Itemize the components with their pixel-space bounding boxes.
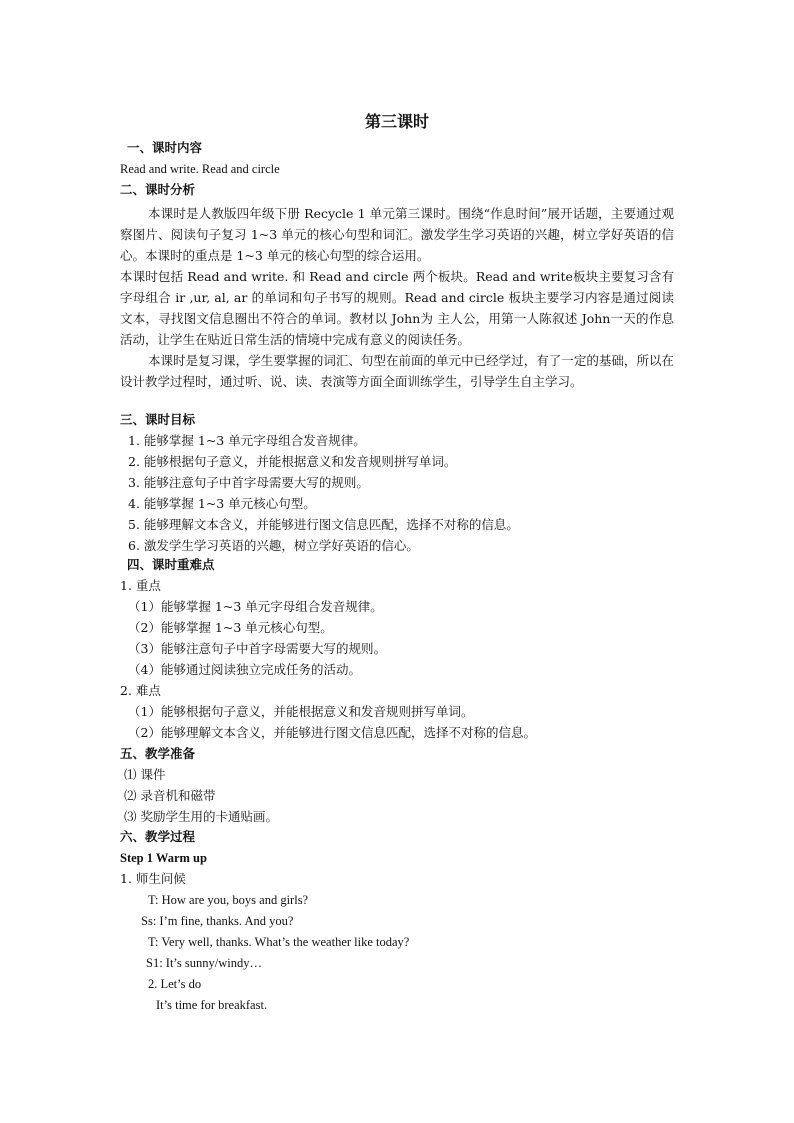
- key-point-item: （3）能够注意句子中首字母需要大写的规则。: [128, 641, 386, 656]
- section-heading-analysis: 二、课时分析: [120, 182, 196, 197]
- objective-item: 1. 能够掌握 1~3 单元字母组合发音规律。: [128, 433, 366, 448]
- key-point-item: （1）能够掌握 1~3 单元字母组合发音规律。: [128, 599, 383, 614]
- section-heading-preparation: 五、教学准备: [120, 746, 196, 761]
- objective-item: 2. 能够根据句子意义，并能根据意义和发音规则拼写单词。: [128, 454, 457, 469]
- section-heading-process: 六、教学过程: [120, 829, 196, 844]
- section-content-text: Read and write. Read and circle: [120, 162, 280, 176]
- analysis-paragraph-2: 本课时包括 Read and write. 和 Read and circle 两个板块。Read and write板块主要复习含有字母组合 ir ,ur, al, ar 的单词和句子书写的规则。Read and circle 板块主要学习内容是通过阅读文本，寻找图文信息圈出不符合的单词。教材以 John为 主人公，用第一人陈叙述 John一天的作息活动，让学生在贴近日常生活的情境中完成有意义的阅读任务。: [120, 269, 674, 347]
- difficulty-item: （2）能够理解文本含义，并能够进行图文信息匹配，选择不对称的信息。: [128, 725, 536, 740]
- key-points-subheading: 1. 重点: [120, 578, 161, 593]
- step-1-heading: Step 1 Warm up: [120, 851, 207, 865]
- dialogue-line: T: How are you, boys and girls?: [148, 893, 309, 907]
- section-heading-key-points: 四、课时重难点: [127, 557, 215, 572]
- objective-item: 5. 能够理解文本含义，并能够进行图文信息匹配，选择不对称的信息。: [128, 517, 519, 532]
- dialogue-line: T: Very well, thanks. What’s the weather like today?: [148, 935, 410, 949]
- section-heading-content: 一、课时内容: [127, 140, 203, 155]
- objective-item: 6. 激发学生学习英语的兴趣，树立学好英语的信心。: [128, 538, 419, 553]
- dialogue-line: It’s time for breakfast.: [156, 998, 268, 1012]
- key-point-item: （2）能够掌握 1~3 单元核心句型。: [128, 620, 333, 635]
- difficulties-subheading: 2. 难点: [120, 683, 161, 698]
- objective-item: 3. 能够注意句子中首字母需要大写的规则。: [128, 475, 369, 490]
- difficulty-item: （1）能够根据句子意义，并能根据意义和发音规则拼写单词。: [128, 704, 474, 719]
- step-1-subheading: 1. 师生问候: [120, 871, 186, 886]
- objective-item: 4. 能够掌握 1~3 单元核心句型。: [128, 496, 316, 511]
- preparation-item: ⑶ 奖励学生用的卡通贴画。: [124, 809, 278, 824]
- preparation-item: ⑵ 录音机和磁带: [124, 788, 216, 803]
- lets-do-item: 2. Let’s do: [148, 977, 202, 991]
- page-title: 第三课时: [364, 112, 429, 131]
- dialogue-line: S1: It’s sunny/windy…: [146, 956, 262, 970]
- analysis-paragraph-1: 本课时是人教版四年级下册 Recycle 1 单元第三课时。围绕“作息时间”展开话题，主要通过观察图片、阅读句子复习 1~3 单元的核心句型和词汇。激发学生学习英语的兴趣，树立学好英语的信心。本课时的重点是 1~3 单元的核心句型的综合运用。: [120, 206, 674, 263]
- section-heading-objectives: 三、课时目标: [120, 412, 196, 427]
- key-point-item: （4）能够通过阅读独立完成任务的活动。: [128, 662, 361, 677]
- dialogue-line: Ss: I’m fine, thanks. And you?: [141, 914, 294, 928]
- preparation-item: ⑴ 课件: [124, 767, 166, 782]
- analysis-paragraph-3: 本课时是复习课，学生要掌握的词汇、句型在前面的单元中已经学过，有了一定的基础，所以在设计教学过程时，通过听、说、读、表演等方面全面训练学生，引导学生自主学习。: [120, 353, 674, 389]
